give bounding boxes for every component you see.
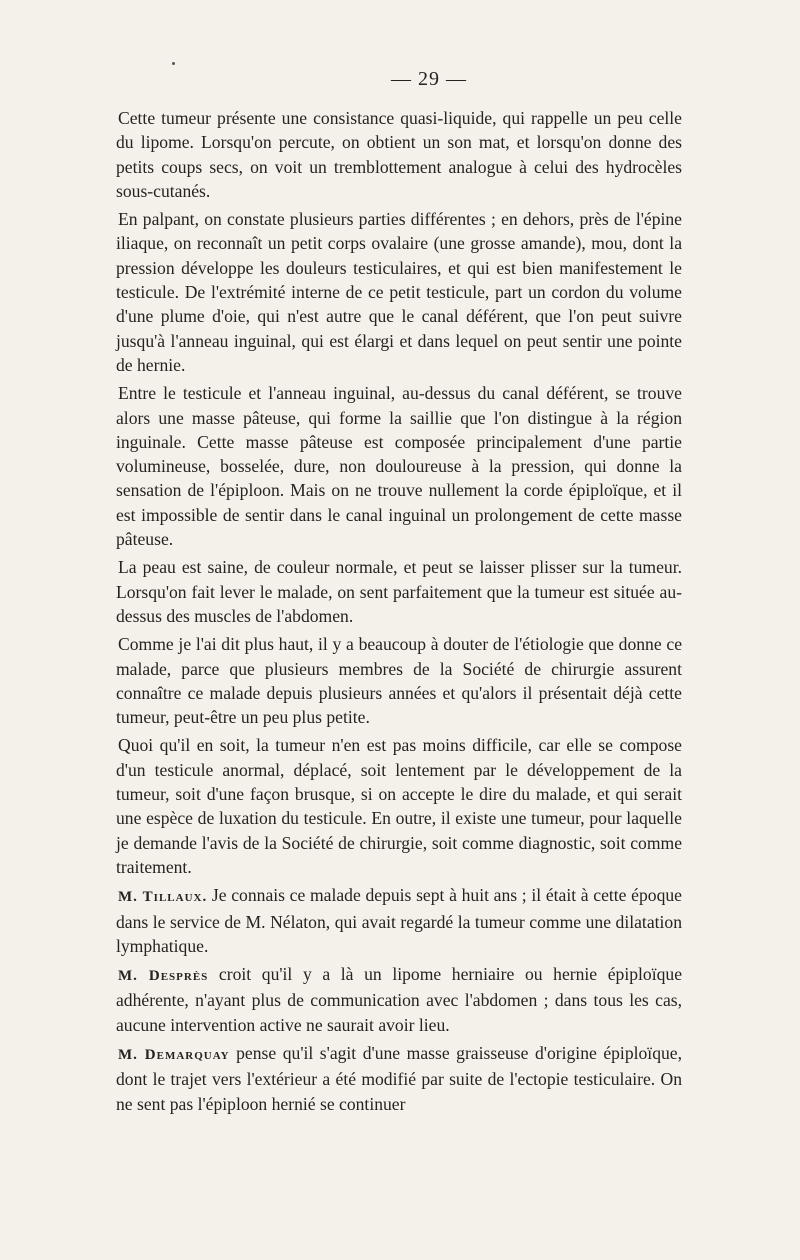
page-number: — 29 — bbox=[391, 68, 467, 90]
remark-tillaux-text: Je connais ce malade depuis sept à huit ans ; il était à cette époque dans le service de M. Nélaton, qui avait regardé la tumeur comme une dilatation lymphatique. bbox=[116, 885, 682, 956]
speaker-despres: M. Desprès bbox=[118, 968, 209, 985]
remark-demarquay bbox=[116, 1041, 682, 1116]
remark-demarquay-text: pense qu'il s'agit d'une masse graisseuse d'origine épiploïque, dont le trajet vers l'extérieur a été modifié par suite de l'ectopie testiculaire. On ne sent pas l'épiploon hernié se continuer bbox=[116, 1042, 682, 1114]
print-speck bbox=[172, 62, 175, 65]
paragraph-4: La peau est saine, de couleur normale, et peut se laisser plisser sur la tumeur. Lorsqu'on fait lever le malade, on sent parfaitement que la tumeur est située au-dessus des muscles de l'abdomen. bbox=[116, 557, 682, 626]
paragraph-2: En palpant, on constate plusieurs parties différentes ; en dehors, près de l'épine iliaque, on reconnaît un petit corps ovalaire (une grosse amande), mou, dont la pression développe les douleurs testiculaires, et qui est bien manifestement le testicule. De l'extrémité interne de ce petit testicule, part un cordon du volume d'une plume d'oie, qui n'est autre que le canal déférent, que l'on peut suivre jusqu'à l'anneau inguinal, qui est élargi et dans lequel on peut sentir une pointe de hernie. bbox=[116, 209, 682, 375]
speaker-tillaux: M. Tillaux. bbox=[118, 889, 208, 906]
page-body bbox=[116, 66, 682, 1120]
remark-despres-text: croit qu'il y a là un lipome herniaire ou hernie épiploïque adhérente, n'ayant plus de communication avec l'abdomen ; dans tous les cas, aucune intervention active ne saurait avoir lieu. bbox=[116, 964, 683, 1035]
remark-despres bbox=[116, 962, 682, 1037]
speaker-demarquay: M. Demarquay bbox=[118, 1046, 230, 1063]
paragraph-5: Comme je l'ai dit plus haut, il y a beaucoup à douter de l'étiologie que donne ce malade, parce que plusieurs membres de la Société de chirurgie assurent connaître ce malade depuis plusieurs années et qu'alors il présentait déjà cette tumeur, peut-être un peu plus petite. bbox=[116, 634, 682, 728]
paragraph-6: Quoi qu'il en soit, la tumeur n'en est pas moins difficile, car elle se compose d'un testicule anormal, déplacé, soit lentement par le développement de la tumeur, soit d'une façon brusque, si on accepte le dire du malade, et qui serait une espèce de luxation du testicule. En outre, il existe une tumeur, pour laquelle je demande l'avis de la Société de chirurgie, soit comme diagnostic, soit comme traitement. bbox=[116, 735, 682, 877]
paragraph-3: Entre le testicule et l'anneau inguinal, au-dessus du canal déférent, se trouve alors une masse pâteuse, qui forme la saillie que l'on distingue à la région inguinale. Cette masse pâteuse est composée principalement d'une partie volumineuse, bosselée, dure, non douloureuse à la pression, qui donne la sensation de l'épiploon. Mais on ne trouve nullement la corde épiploïque, et il est impossible de sentir dans le canal inguinal un prolongement de cette masse pâteuse. bbox=[116, 383, 682, 550]
remark-tillaux bbox=[116, 883, 682, 958]
paragraph-1: Cette tumeur présente une consistance quasi-liquide, qui rappelle un peu celle du lipome. Lorsqu'on percute, on obtient un son mat, et lorsqu'on donne des petits coups secs, on voit un tremblottement analogue à celui des hydrocèles sous-cutanés. bbox=[116, 108, 682, 201]
